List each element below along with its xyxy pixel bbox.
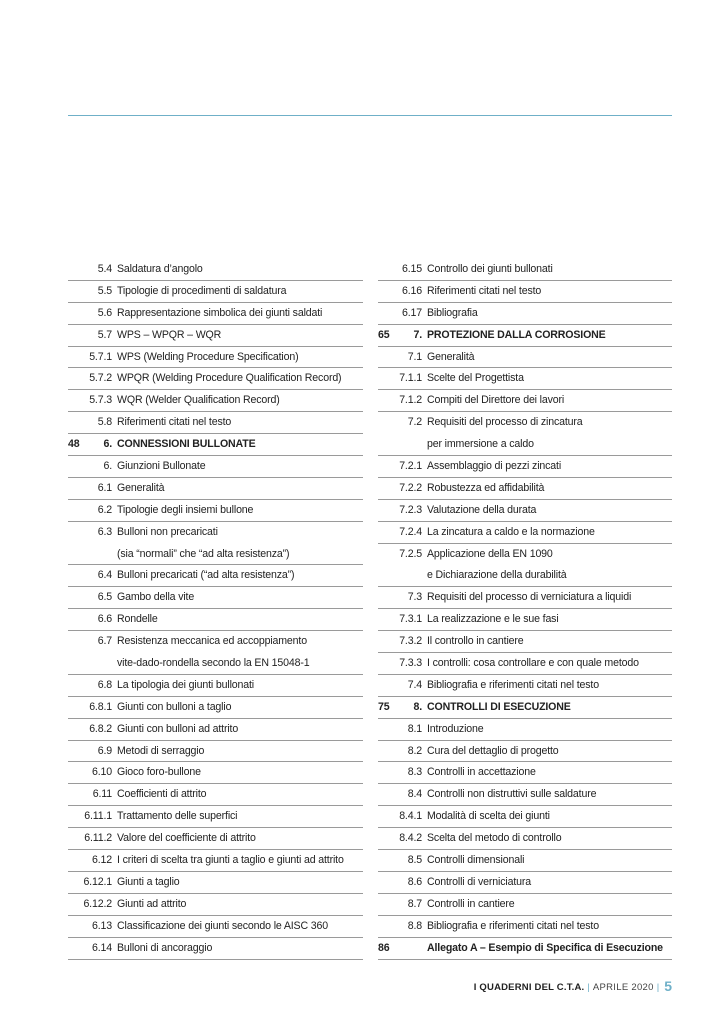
toc-section-title: Giunti con bulloni a taglio bbox=[117, 700, 232, 713]
toc-entry[interactable] bbox=[68, 916, 363, 938]
toc-section-number: 5.7.3 bbox=[89, 394, 112, 407]
toc-section-number: 7.3.3 bbox=[399, 657, 422, 670]
toc-section-number: 7.2.2 bbox=[399, 481, 422, 494]
toc-section-title: Bulloni non precaricati bbox=[117, 525, 218, 538]
toc-section-title: Giunti a taglio bbox=[117, 875, 180, 888]
toc-entry[interactable] bbox=[68, 828, 363, 850]
toc-section-number: 8.6 bbox=[407, 875, 422, 888]
toc-section-number: 6.3 bbox=[97, 525, 112, 538]
toc-section-title: Generalità bbox=[117, 481, 165, 494]
toc-entry[interactable] bbox=[378, 347, 672, 369]
toc-section-number: 6.8.1 bbox=[89, 700, 112, 713]
toc-entry[interactable] bbox=[68, 850, 363, 872]
toc-section-title: Bulloni di ancoraggio bbox=[117, 941, 213, 954]
toc-section-title: Bibliografia e riferimenti citati nel testo bbox=[427, 919, 599, 932]
toc-left-column bbox=[68, 259, 363, 960]
toc-entry[interactable] bbox=[378, 675, 672, 697]
toc-section-title: vite-dado-rondella secondo la EN 15048-1 bbox=[117, 657, 310, 670]
toc-section-number: 6.4 bbox=[97, 569, 112, 582]
toc-section-title: Riferimenti citati nel testo bbox=[427, 284, 542, 297]
toc-chapter-entry[interactable] bbox=[378, 697, 672, 719]
toc-entry[interactable] bbox=[378, 806, 672, 828]
toc-section-title: Valore del coefficiente di attrito bbox=[117, 832, 256, 845]
toc-section-number: 6.2 bbox=[97, 503, 112, 516]
toc-entry[interactable] bbox=[378, 894, 672, 916]
toc-entry[interactable] bbox=[378, 762, 672, 784]
toc-entry[interactable] bbox=[68, 522, 363, 544]
toc-section-number: 7. bbox=[413, 328, 422, 341]
toc-section-title: Giunti con bulloni ad attrito bbox=[117, 722, 239, 735]
toc-section-title: Tipologie degli insiemi bullone bbox=[117, 503, 254, 516]
toc-section-title: PROTEZIONE DALLA CORROSIONE bbox=[427, 328, 606, 341]
toc-entry[interactable] bbox=[68, 325, 363, 347]
toc-chapter-entry[interactable] bbox=[378, 325, 672, 347]
toc-section-number: 5.5 bbox=[97, 284, 112, 297]
toc-section-title: La zincatura a caldo e la normazione bbox=[427, 525, 595, 538]
toc-section-title: Controlli non distruttivi sulle saldature bbox=[427, 788, 597, 801]
toc-section-number: 6.6 bbox=[97, 613, 112, 626]
toc-section-number: 7.1.1 bbox=[399, 372, 422, 385]
toc-section-title: Compiti del Direttore dei lavori bbox=[427, 394, 565, 407]
toc-section-number: 7.2 bbox=[407, 416, 422, 429]
toc-chapter-entry[interactable] bbox=[378, 938, 672, 960]
page-footer bbox=[474, 978, 672, 994]
toc-entry[interactable] bbox=[378, 828, 672, 850]
toc-section-number: 5.4 bbox=[97, 263, 112, 275]
toc-section-number: 6.17 bbox=[401, 306, 422, 319]
toc-section-title: Classificazione dei giunti secondo le AISC 360 bbox=[117, 919, 328, 932]
toc-section-number: 5.7 bbox=[97, 328, 112, 341]
toc-section-title: Assemblaggio di pezzi zincati bbox=[427, 460, 562, 473]
footer-brand: I QUADERNI DEL C.T.A. bbox=[473, 982, 585, 993]
toc-entry[interactable] bbox=[68, 741, 363, 763]
toc-section-title: La tipologia dei giunti bullonati bbox=[117, 678, 254, 691]
toc-section-title: Scelta del metodo di controllo bbox=[427, 832, 562, 845]
toc-entry[interactable] bbox=[68, 478, 363, 500]
toc-entry[interactable] bbox=[378, 587, 672, 609]
toc-entry[interactable] bbox=[378, 609, 672, 631]
toc-section-number: 6.10 bbox=[91, 766, 112, 779]
toc-section-title: Resistenza meccanica ed accoppiamento bbox=[117, 635, 307, 648]
toc-section-number: 7.2.4 bbox=[399, 525, 422, 538]
toc-entry[interactable] bbox=[378, 303, 672, 325]
toc-section-title: Il controllo in cantiere bbox=[427, 635, 524, 648]
toc-section-title: Coefficienti di attrito bbox=[117, 788, 207, 801]
toc-section-number: 8. bbox=[413, 700, 422, 713]
toc-section-number: 7.2.1 bbox=[399, 460, 422, 473]
toc-section-number: 8.3 bbox=[407, 766, 422, 779]
toc-section-title: per immersione a caldo bbox=[427, 438, 534, 451]
toc-section-number: 7.1.2 bbox=[399, 394, 422, 407]
toc-section-number: 6.11.2 bbox=[84, 832, 112, 845]
toc-entry[interactable] bbox=[68, 894, 363, 916]
toc-entry[interactable] bbox=[378, 259, 672, 281]
toc-section-number: 6.11.1 bbox=[84, 810, 112, 823]
toc-section-number: 6.12.1 bbox=[83, 875, 112, 888]
toc-entry[interactable] bbox=[68, 806, 363, 828]
toc-section-number: 8.4 bbox=[407, 788, 422, 801]
toc-entry[interactable] bbox=[378, 653, 672, 675]
toc-section-title: Controllo dei giunti bullonati bbox=[427, 263, 553, 275]
toc-section-number: 5.6 bbox=[97, 306, 112, 319]
toc-section-number: 7.2.5 bbox=[399, 547, 422, 560]
toc-entry[interactable] bbox=[378, 478, 672, 500]
toc-entry[interactable] bbox=[68, 500, 363, 522]
toc-section-number: 7.1 bbox=[407, 350, 422, 363]
toc-section-number: 5.8 bbox=[97, 416, 112, 429]
toc-entry[interactable] bbox=[378, 565, 672, 587]
toc-section-title: WPS – WPQR – WQR bbox=[117, 328, 222, 341]
toc-section-title: I controlli: cosa controllare e con quale metodo bbox=[427, 657, 639, 670]
top-divider bbox=[68, 115, 672, 116]
toc-section-title: Riferimenti citati nel testo bbox=[117, 416, 232, 429]
toc-section-number: 6.7 bbox=[97, 635, 112, 648]
toc-section-title: Cura del dettaglio di progetto bbox=[427, 744, 559, 757]
toc-entry[interactable] bbox=[68, 456, 363, 478]
toc-section-title: Bulloni precaricati (“ad alta resistenza”) bbox=[117, 569, 295, 582]
toc-entry[interactable] bbox=[68, 347, 363, 369]
toc-section-number: 7.4 bbox=[407, 678, 422, 691]
toc-section-title: Controlli dimensionali bbox=[427, 854, 525, 867]
toc-section-title: Bibliografia e riferimenti citati nel testo bbox=[427, 678, 599, 691]
toc-entry[interactable] bbox=[68, 587, 363, 609]
toc-entry[interactable] bbox=[378, 741, 672, 763]
toc-entry[interactable] bbox=[378, 412, 672, 434]
toc-section-number: 6. bbox=[103, 460, 112, 473]
toc-section-number: 6.11 bbox=[92, 788, 112, 801]
toc-entry[interactable] bbox=[378, 434, 672, 456]
toc-section-title: Giunti ad attrito bbox=[117, 897, 187, 910]
toc-section-title: Controlli di verniciatura bbox=[427, 875, 531, 888]
toc-section-title: Requisiti del processo di zincatura bbox=[427, 416, 583, 429]
toc-section-title: CONTROLLI DI ESECUZIONE bbox=[427, 700, 571, 713]
toc-entry[interactable] bbox=[68, 281, 363, 303]
toc-section-number: 8.2 bbox=[407, 744, 422, 757]
footer-separator-2: | bbox=[656, 982, 660, 993]
toc-page-number: 65 bbox=[378, 328, 390, 341]
toc-section-number: 6.5 bbox=[97, 591, 112, 604]
toc-section-title: Valutazione della durata bbox=[427, 503, 537, 516]
footer-date: APRILE 2020 bbox=[592, 982, 654, 993]
toc-section-title: Introduzione bbox=[427, 722, 484, 735]
toc-section-title: e Dichiarazione della durabilità bbox=[427, 569, 567, 582]
toc-entry[interactable] bbox=[378, 872, 672, 894]
toc-section-number: 8.4.2 bbox=[399, 832, 422, 845]
toc-entry[interactable] bbox=[378, 784, 672, 806]
toc-section-number: 7.3.1 bbox=[399, 613, 422, 626]
toc-section-number: 6. bbox=[103, 438, 112, 451]
toc-entry[interactable] bbox=[68, 412, 363, 434]
toc-section-number: 6.8.2 bbox=[89, 722, 112, 735]
toc-entry[interactable] bbox=[68, 259, 363, 281]
toc-entry[interactable] bbox=[68, 609, 363, 631]
toc-entry[interactable] bbox=[68, 872, 363, 894]
toc-entry[interactable] bbox=[68, 719, 363, 741]
toc-entry[interactable] bbox=[68, 762, 363, 784]
toc-section-number: 6.14 bbox=[91, 941, 112, 954]
toc-entry[interactable] bbox=[68, 368, 363, 390]
toc-entry[interactable] bbox=[378, 390, 672, 412]
toc-section-title: Rondelle bbox=[117, 613, 158, 626]
toc-section-title: Rappresentazione simbolica dei giunti saldati bbox=[117, 306, 323, 319]
toc-entry[interactable] bbox=[68, 938, 363, 960]
toc-right-column bbox=[378, 259, 672, 960]
toc-section-number: 8.7 bbox=[407, 897, 422, 910]
toc-section-number: 6.12.2 bbox=[83, 897, 112, 910]
toc-section-title: Giunzioni Bullonate bbox=[117, 460, 206, 473]
toc-entry[interactable] bbox=[378, 500, 672, 522]
toc-entry[interactable] bbox=[68, 784, 363, 806]
toc-section-number: 6.15 bbox=[401, 263, 422, 275]
toc-section-number: 7.3 bbox=[407, 591, 422, 604]
toc-section-title: (sia “normali” che “ad alta resistenza”) bbox=[117, 547, 290, 560]
toc-section-title: Allegato A – Esempio di Specifica di Esecuzione bbox=[427, 941, 663, 954]
toc-section-number: 6.12 bbox=[91, 854, 112, 867]
toc-entry[interactable] bbox=[68, 653, 363, 675]
toc-section-number: 6.8 bbox=[97, 678, 112, 691]
toc-section-title: WQR (Welder Qualification Record) bbox=[117, 394, 280, 407]
toc-entry[interactable] bbox=[378, 916, 672, 938]
toc-entry[interactable] bbox=[378, 522, 672, 544]
toc-section-title: Gambo della vite bbox=[117, 591, 195, 604]
toc-section-number: 7.2.3 bbox=[399, 503, 422, 516]
toc-section-title: Modalità di scelta dei giunti bbox=[427, 810, 550, 823]
toc-section-title: Trattamento delle superfici bbox=[117, 810, 238, 823]
toc-section-number: 8.4.1 bbox=[399, 810, 422, 823]
toc-section-number: 8.5 bbox=[407, 854, 422, 867]
toc-page-number: 75 bbox=[378, 700, 390, 713]
toc-section-number: 7.3.2 bbox=[399, 635, 422, 648]
toc-section-number: 8.1 bbox=[407, 722, 422, 735]
toc-entry[interactable] bbox=[378, 719, 672, 741]
toc-entry[interactable] bbox=[68, 697, 363, 719]
toc-section-title: Bibliografia bbox=[427, 306, 478, 319]
toc-section-title: Saldatura d’angolo bbox=[117, 263, 203, 275]
toc-entry[interactable] bbox=[378, 368, 672, 390]
toc-entry[interactable] bbox=[378, 544, 672, 566]
toc-entry[interactable] bbox=[68, 390, 363, 412]
toc-section-title: CONNESSIONI BULLONATE bbox=[117, 438, 256, 451]
toc-entry[interactable] bbox=[68, 675, 363, 697]
toc-section-title: Controlli in cantiere bbox=[427, 897, 515, 910]
toc-section-title: I criteri di scelta tra giunti a taglio e giunti ad attrito bbox=[117, 854, 344, 867]
toc-section-title: Metodi di serraggio bbox=[117, 744, 205, 757]
toc-section-number: 5.7.1 bbox=[89, 350, 112, 363]
toc-section-title: WPQR (Welding Procedure Qualification Record) bbox=[117, 372, 342, 385]
toc-section-title: Applicazione della EN 1090 bbox=[427, 547, 553, 560]
page-number: 5 bbox=[664, 978, 672, 994]
toc-page-number: 48 bbox=[68, 438, 80, 451]
toc-section-number: 8.8 bbox=[407, 919, 422, 932]
toc-entry[interactable] bbox=[68, 303, 363, 325]
toc-section-title: Gioco foro-bullone bbox=[117, 766, 201, 779]
toc-entry[interactable] bbox=[378, 281, 672, 303]
toc-section-number: 6.1 bbox=[97, 481, 112, 494]
toc-entry[interactable] bbox=[378, 456, 672, 478]
toc-chapter-entry[interactable] bbox=[68, 434, 363, 456]
toc-section-title: Controlli in accettazione bbox=[427, 766, 536, 779]
toc-section-title: La realizzazione e le sue fasi bbox=[427, 613, 559, 626]
toc-section-number: 6.9 bbox=[97, 744, 112, 757]
toc-section-title: Scelte del Progettista bbox=[427, 372, 524, 385]
toc-page-number: 86 bbox=[378, 941, 390, 954]
toc-entry[interactable] bbox=[68, 631, 363, 653]
toc-entry[interactable] bbox=[68, 565, 363, 587]
toc-section-number: 5.7.2 bbox=[89, 372, 112, 385]
toc-section-title: Tipologie di procedimenti di saldatura bbox=[117, 284, 287, 297]
toc-section-number: 6.16 bbox=[401, 284, 422, 297]
toc-section-title: Robustezza ed affidabilità bbox=[427, 481, 545, 494]
toc-section-number: 6.13 bbox=[91, 919, 112, 932]
toc-entry[interactable] bbox=[378, 850, 672, 872]
toc-section-title: Generalità bbox=[427, 350, 475, 363]
toc-entry[interactable] bbox=[68, 544, 363, 566]
toc-section-title: Requisiti del processo di verniciatura a liquidi bbox=[427, 591, 632, 604]
toc-section-title: WPS (Welding Procedure Specification) bbox=[117, 350, 299, 363]
toc-entry[interactable] bbox=[378, 631, 672, 653]
footer-separator: | bbox=[587, 982, 590, 993]
